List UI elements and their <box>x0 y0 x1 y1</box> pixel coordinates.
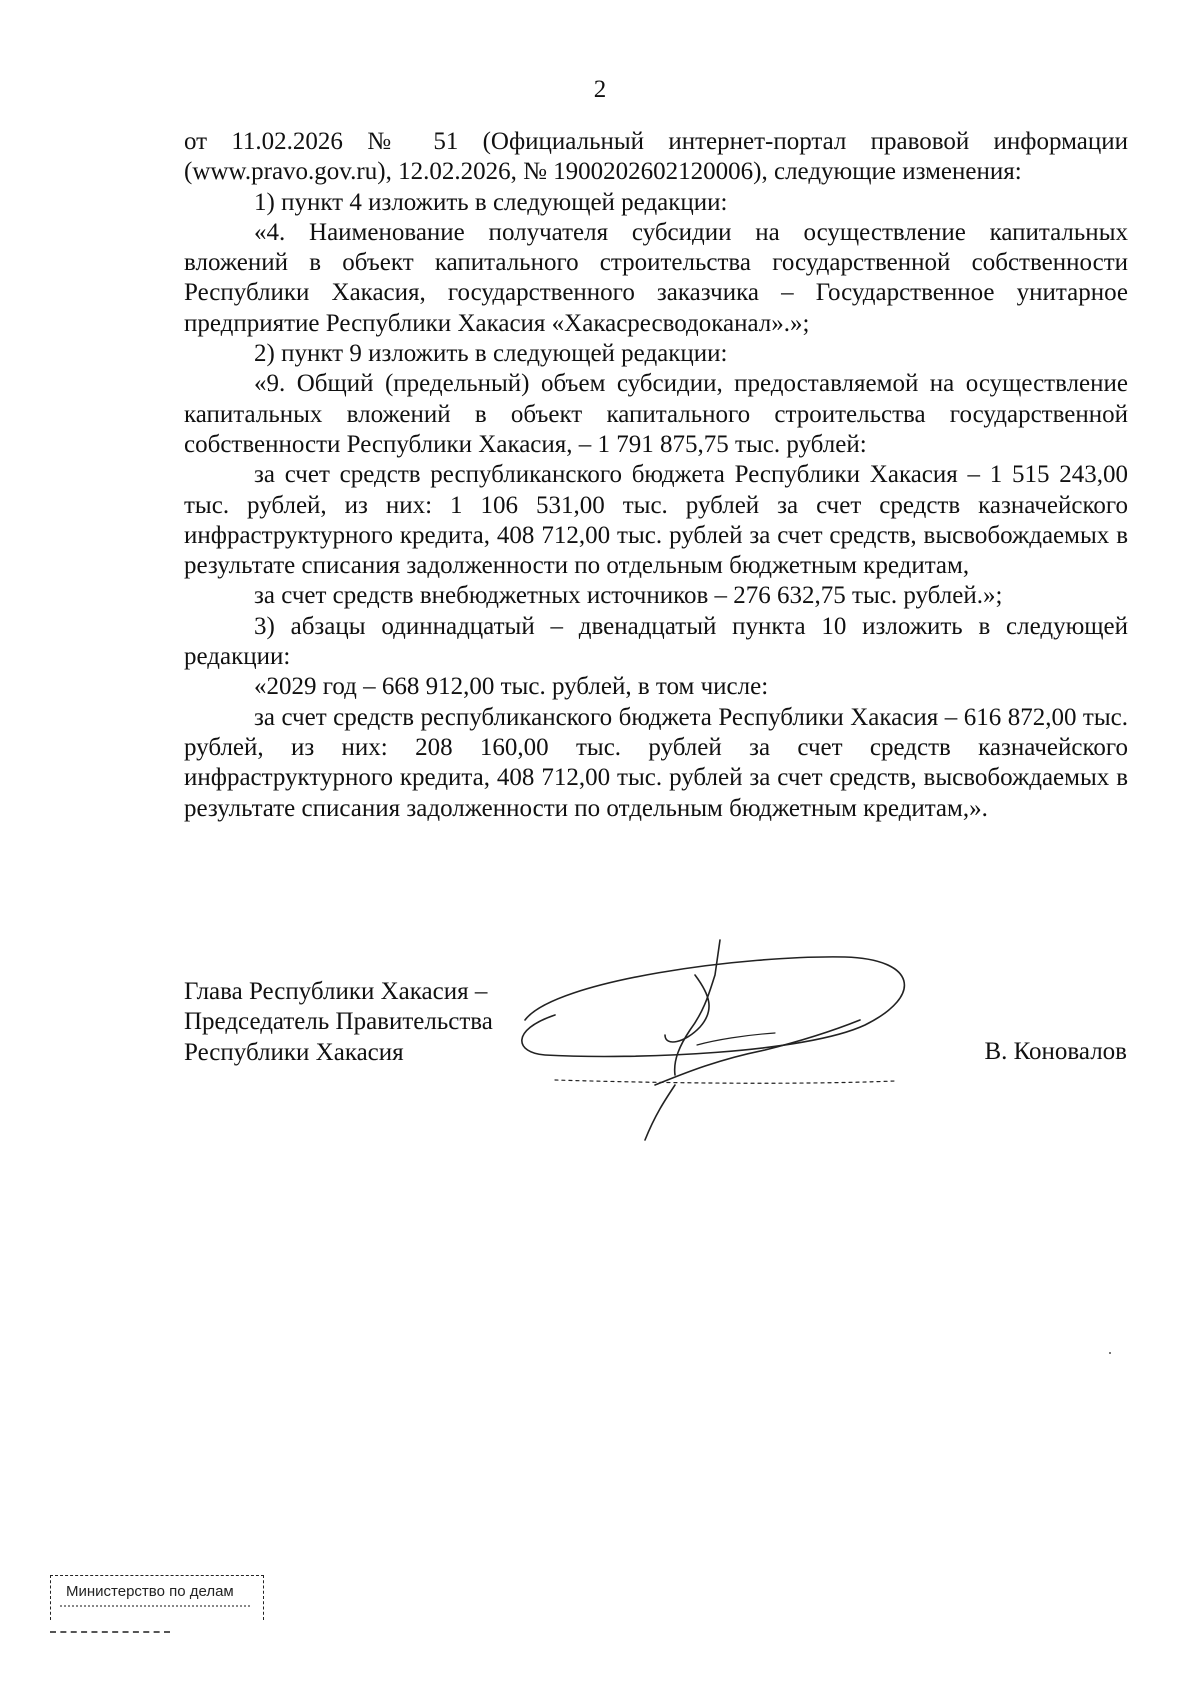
position-line: Глава Республики Хакасия – <box>184 978 488 1005</box>
paragraph: «4. Наименование получателя субсидии на осуществление капитальных вложений в объект капитального строительства государственной собственности Республики Хакасия, государственного заказчика – Государственное унитарное предприятие Республики Хакасия «Хакасресводоканал».»; <box>184 218 1128 337</box>
paragraph: от 11.02.2026 № 51 (Официальный интернет-портал правовой информации (www.pravo.gov.ru), 12.02.2026, № 1900202602120006), следующие изменения: <box>184 128 1128 186</box>
stamp-bottom-line <box>50 1631 170 1633</box>
position-line: Председатель Правительства <box>184 1008 493 1036</box>
registration-stamp <box>50 1575 268 1647</box>
position-line: Республики Хакасия <box>184 1038 404 1066</box>
paragraph: за счет средств республиканского бюджета Республики Хакасия – 1 515 243,00 тыс. рублей, из них: 1 106 531,00 тыс. рублей за счет средств казначейского инфраструктурного кредита, 408 712,00 тыс. рублей за счет средств, высвобождаемых в результате списания задолженности по отдельным бюджетным кредитам, <box>184 461 1128 580</box>
paragraph: за счет средств внебюджетных источников – 276 632,75 тыс. рублей.»; <box>254 582 1003 610</box>
paragraph: 1) пункт 4 изложить в следующей редакции: <box>254 188 728 216</box>
handwritten-signature <box>515 935 935 1150</box>
stamp-faint-line <box>60 1605 250 1613</box>
signatory-position <box>184 977 493 1068</box>
paragraph: «9. Общий (предельный) объем субсидии, предоставляемой на осуществление капитальных вложений в объект капитального строительства государственной собственности Республики Хакасия, – 1 791 875,75 тыс. рублей: <box>184 370 1128 458</box>
paragraph: «2029 год – 668 912,00 тыс. рублей, в том числе: <box>254 673 769 701</box>
page-number: 2 <box>593 76 607 103</box>
paragraph: 2) пункт 9 изложить в следующей редакции: <box>254 340 728 368</box>
signatory-name: В. Коновалов <box>984 1038 1127 1065</box>
paragraph: за счет средств республиканского бюджета Республики Хакасия – 616 872,00 тыс. рублей, из них: 208 160,00 тыс. рублей за счет средств казначейского инфраструктурного кредита, 408 712,00 тыс. рублей за счет средств, высвобождаемых в результате списания задолженности по отдельным бюджетным кредитам,». <box>184 703 1128 822</box>
paragraph: 3) абзацы одиннадцатый – двенадцатый пункта 10 изложить в следующей редакции: <box>184 612 1128 671</box>
scan-artifact <box>1109 1352 1111 1354</box>
stamp-title: Министерство по делам <box>66 1583 234 1600</box>
document-body <box>184 127 1128 824</box>
